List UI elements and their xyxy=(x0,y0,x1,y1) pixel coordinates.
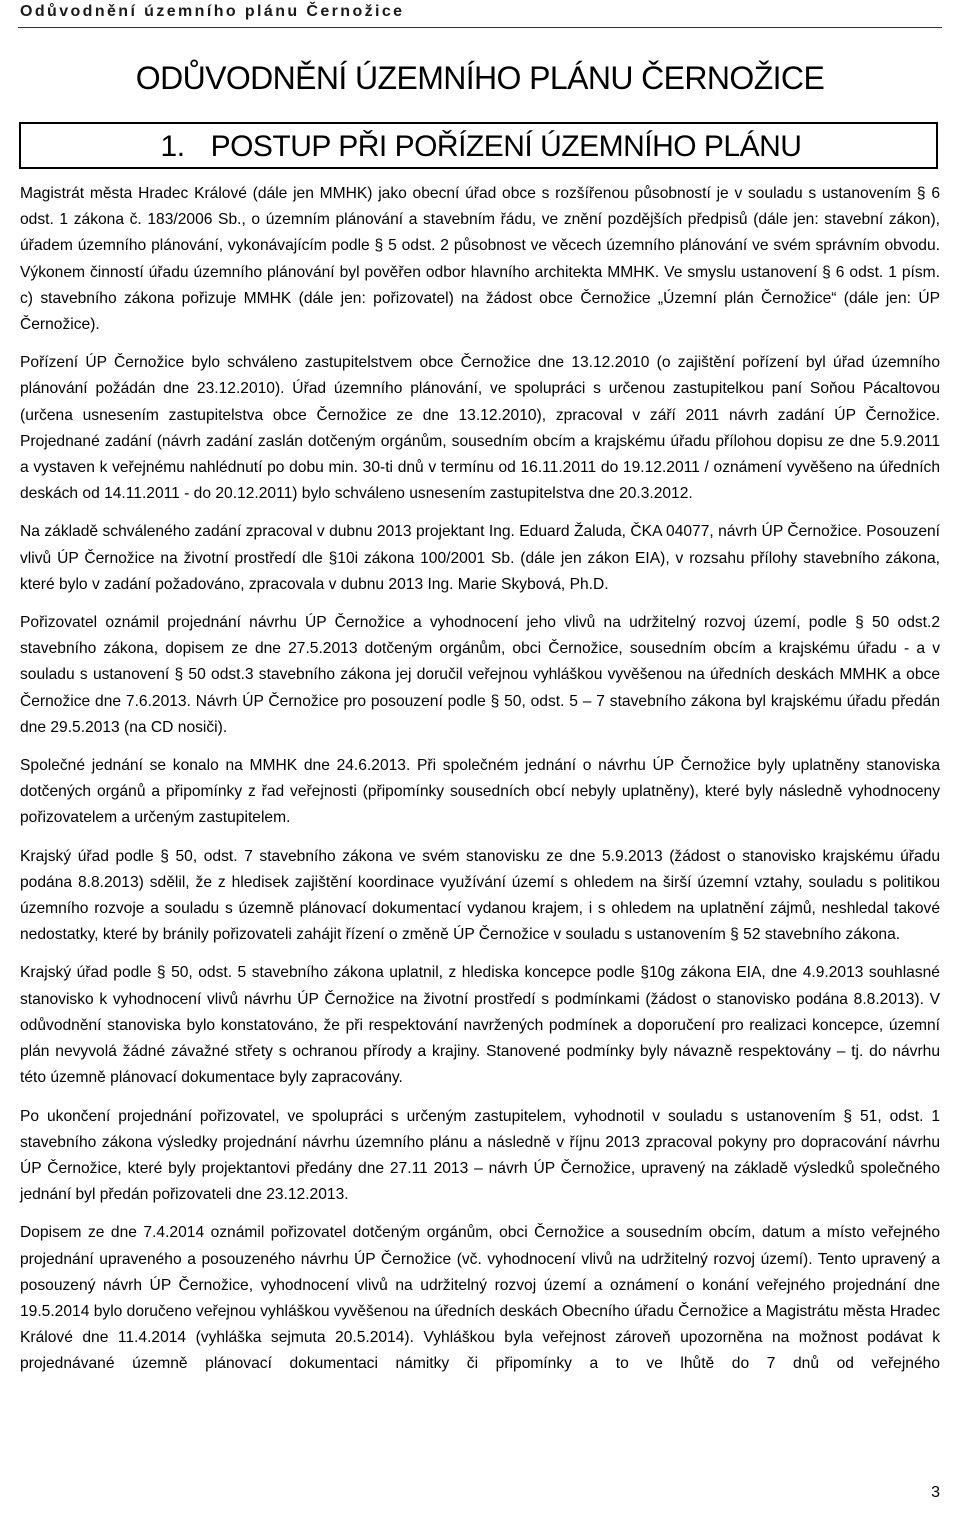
paragraph: Pořizovatel oznámil projednání návrhu ÚP Černožice a vyhodnocení jeho vlivů na udržitelný rozvoj území, podle § 50 odst.2 stavebního zákona, dopisem ze dne 27.5.2013 dotčeným orgánům, obci Černožice, sousedním obcím a krajskému úřadu - a v souladu s ustanovení § 50 odst.3 stavebního zákona jej doručil veřejnou vyhláškou vyvěšenou na úředních deskách MMHK a obce Černožice dne 7.6.2013. Návrh ÚP Černožice pro posouzení podle § 50, odst. 5 – 7 stavebního zákona byl krajskému úřadu předán dne 29.5.2013 (na CD nosiči). xyxy=(20,614,940,736)
section-title: POSTUP PŘI POŘÍZENÍ ÚZEMNÍHO PLÁNU xyxy=(210,130,802,163)
page-number: 3 xyxy=(931,1484,940,1501)
paragraph: Krajský úřad podle § 50, odst. 7 stavebního zákona ve svém stanovisku ze dne 5.9.2013 (žádost o stanovisko krajskému úřadu podána 8.8.2013) sdělil, že z hledisek zajištění koordinace využívání území s ohledem na širší územní vztahy, souladu s politikou územního rozvoje a souladu s územně plánovací dokumentací vydanou krajem, i s ohledem na uplatnění zájmů, neshledal takové nedostatky, které by bránily pořizovateli zahájit řízení o změně ÚP Černožice v souladu s ustanovením § 52 stavebního zákona. xyxy=(20,847,940,944)
section-number: 1. xyxy=(160,130,185,163)
paragraph: Společné jednání se konalo na MMHK dne 24.6.2013. Při společném jednání o návrhu ÚP Černožice byly uplatněny stanoviska dotčených orgánů a připomínky z řad veřejnosti (připomínky sousedních obcí nebyly uplatněny), které byly následně vyhodnoceny pořizovatelem a určeným zastupitelem. xyxy=(20,757,940,827)
section-heading-box xyxy=(19,122,938,169)
header-divider xyxy=(18,27,942,28)
paragraph: Magistrát města Hradec Králové (dále jen MMHK) jako obecní úřad obce s rozšířenou působností je v souladu s ustanovením § 6 odst. 1 zákona č. 183/2006 Sb., o územním plánování a stavebním řádu, ve znění pozdějších předpisů (dále jen: stavební zákon), úřadem územního plánování, vykonávajícím podle § 5 odst. 2 působnost ve věcech územního plánování ve svém správním obvodu. Výkonem činností úřadu územního plánování byl pověřen odbor hlavního architekta MMHK. Ve smyslu ustanovení § 6 odst. 1 písm. c) stavebního zákona pořizuje MMHK (dále jen: pořizovatel) na žádost obce Černožice „Územní plán Černožice“ (dále jen: ÚP Černožice). xyxy=(20,185,940,334)
document-title: ODŮVODNĚNÍ ÚZEMNÍHO PLÁNU ČERNOŽICE xyxy=(135,60,825,96)
paragraph: Pořízení ÚP Černožice bylo schváleno zastupitelstvem obce Černožice dne 13.12.2010 (o zajištění pořízení byl úřad územního plánování požádán dne 23.12.2010). Úřad územního plánování, ve spolupráci s určenou zastupitelkou paní Soňou Pácaltovou (určena usnesením zastupitelstva obce Černožice ze dne 13.12.2010), zpracoval v září 2011 návrh zadání ÚP Černožice. Projednané zadání (návrh zadání zaslán dotčeným orgánům, sousedním obcím a krajskému úřadu přílohou dopisu ze dne 5.9.2011 a vystaven k veřejnému nahlédnutí po dobu min. 30-ti dnů v termínu od 16.11.2011 do 19.12.2011 / oznámení vyvěšeno na úředních deskách od 14.11.2011 - do 20.12.2011) bylo schváleno usnesením zastupitelstva dne 20.3.2012. xyxy=(20,354,940,503)
paragraph: Krajský úřad podle § 50, odst. 5 stavebního zákona uplatnil, z hlediska koncepce podle §10g zákona EIA, dne 4.9.2013 souhlasné stanovisko k vyhodnocení vlivů návrhu ÚP Černožice na životní prostředí s podmínkami (žádost o stanovisko podána 8.8.2013). V odůvodnění stanoviska bylo konstatováno, že při respektování navržených podmínek a doporučení pro realizaci koncepce, územní plán nevyvolá žádné závažné střety s ochranou přírody a krajiny. Stanovené podmínky byly návazně respektovány – tj. do návrhu této územně plánovací dokumentace byly zapracovány. xyxy=(20,964,940,1087)
paragraph: Dopisem ze dne 7.4.2014 oznámil pořizovatel dotčeným orgánům, obci Černožice a sousedním obcím, datum a místo veřejného projednání upraveného a posouzeného návrhu ÚP Černožice (vč. vyhodnocení vlivů na udržitelný rozvoj území). Tento upravený a posouzený návrh ÚP Černožice, vyhodnocení vlivů na udržitelný rozvoj území a oznámení o konání veřejného projednání dne 19.5.2014 bylo doručeno veřejnou vyhláškou vyvěšenou na úředních deskách Obecního úřadu Černožice a Magistrátu města Hradec Králové dne 11.4.2014 (vyhláška sejmuta 20.5.2014). Vyhláškou byla veřejnost zároveň upozorněna na možnost podávat k projednávané územně plánovací dokumentaci námitky či připomínky a to ve lhůtě do 7 dnů od veřejného xyxy=(20,1224,940,1373)
paragraph: Po ukončení projednání pořizovatel, ve spolupráci s určeným zastupitelem, vyhodnotil v souladu s ustanovením § 51, odst. 1 stavebního zákona výsledky projednání návrhu územního plánu a následně v říjnu 2013 zpracoval pokyny pro dopracování návrhu ÚP Černožice, které byly projektantovi předány dne 27.11 2013 – návrh ÚP Černožice, upravený na základě výsledků společného jednání byl předán pořizovateli dne 23.12.2013. xyxy=(20,1107,940,1204)
paragraph: Na základě schváleného zadání zpracoval v dubnu 2013 projektant Ing. Eduard Žaluda, ČKA 04077, návrh ÚP Černožice. Posouzení vlivů ÚP Černožice na životní prostředí dle §10i zákona 100/2001 Sb. (dále jen zákon EIA), v rozsahu přílohy stavebního zákona, které bylo v zadání požadováno, zpracovala v dubnu 2013 Ing. Marie Skybová, Ph.D. xyxy=(20,523,940,593)
section-heading xyxy=(21,128,941,166)
running-header: Odůvodnění územního plánu Černožice xyxy=(20,3,405,20)
body-text xyxy=(20,181,940,1390)
